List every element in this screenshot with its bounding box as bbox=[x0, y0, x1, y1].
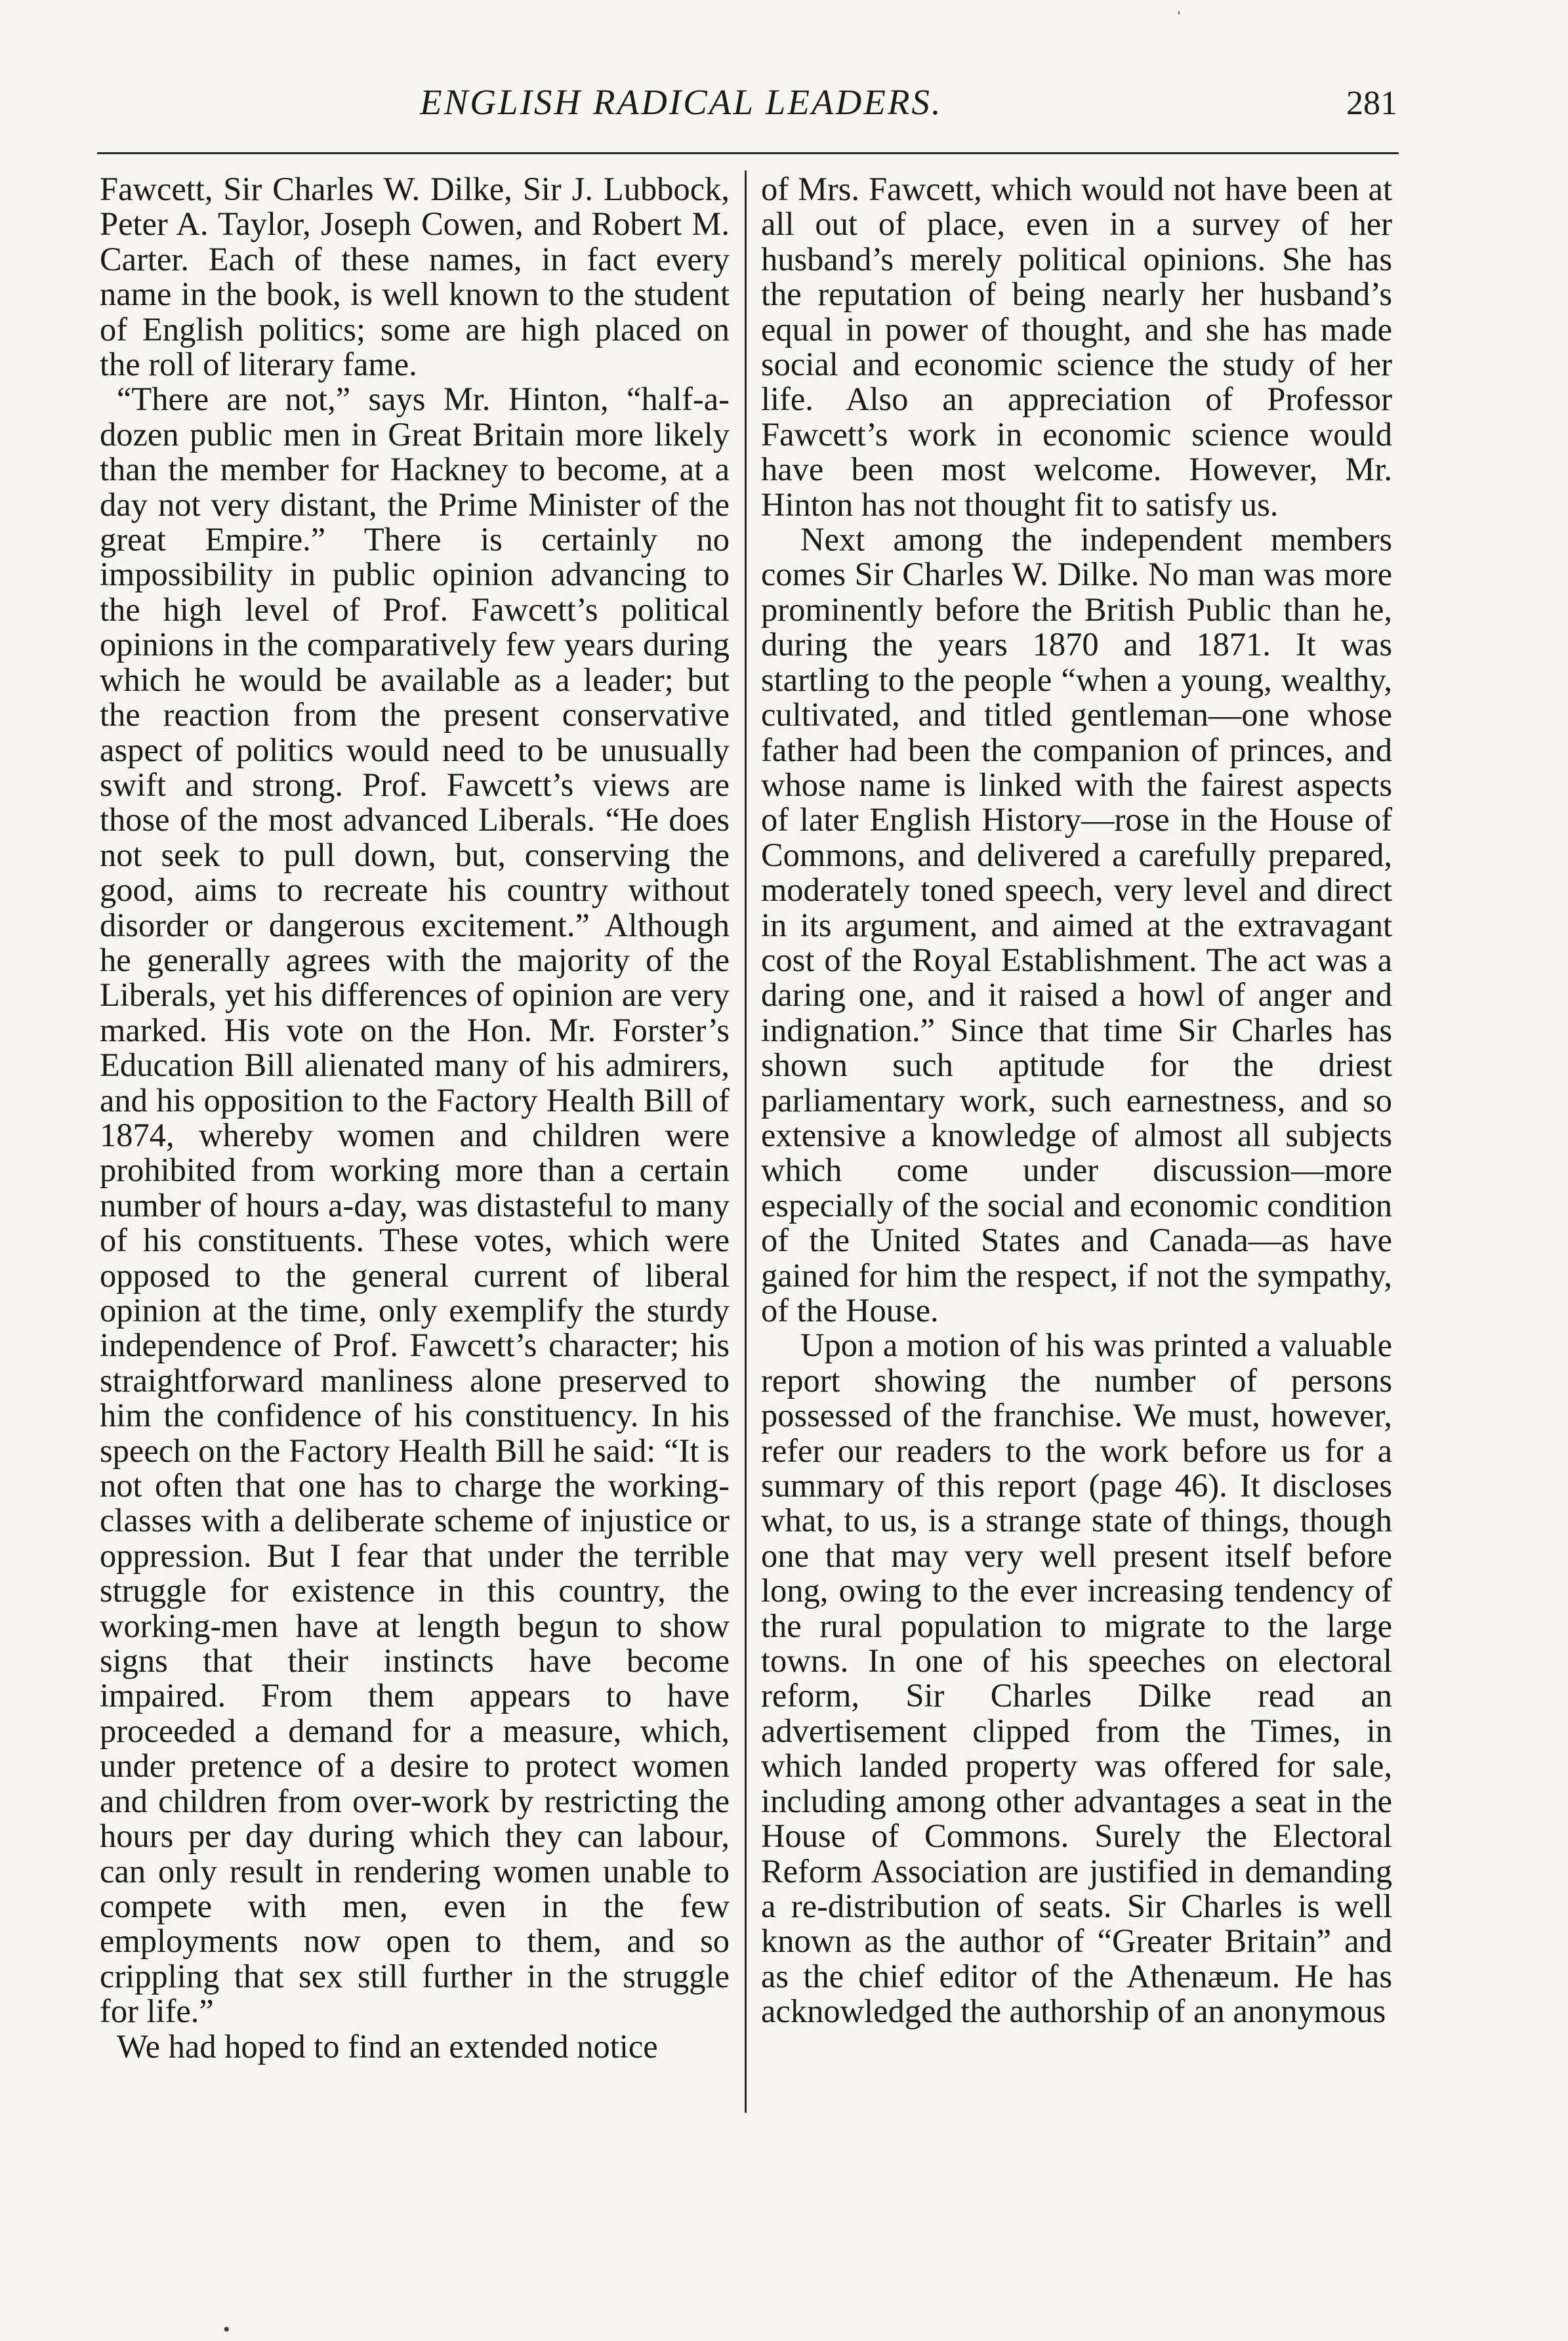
page-number: 281 bbox=[1346, 85, 1397, 122]
left-paragraph-2: “There are not,” says Mr. Hinton, “half-a-dozen public men in Great Britain more likely than the member for Hackney to become, at a day not very distant, the Prime Minister of the great Empire.” There is certainly no impossibility in public opinion advancing to the high level of Prof. Fawcett’s political opinions in the comparatively few years during which he would be available as a leader; but the reaction from the present conservative aspect of politics would need to be unusually swift and strong. Prof. Fawcett’s views are those of the most advanced Liberals. “He does not seek to pull down, but, conserving the good, aims to recreate his country without disorder or dangerous excitement.” Although he generally agrees with the majority of the Liberals, yet his differences of opinion are very marked. His vote on the Hon. Mr. Forster’s Education Bill alienated many of his admirers, and his opposition to the Factory Health Bill of 1874, whereby women and children were prohibited from working more than a certain number of hours a-day, was distasteful to many of his constituents. These votes, which were opposed to the general current of liberal opinion at the time, only exemplify the sturdy independence of Prof. Fawcett’s character; his straightforward manliness alone preserved to him the confidence of his constituency. In his speech on the Factory Health Bill he said: “It is not often that one has to charge the working-classes with a deliberate scheme of injustice or oppression. But I fear that under the terrible struggle for existence in this country, the working-men have at length begun to show signs that their instincts have become impaired. From them appears to have proceeded a demand for a measure, which, under pretence of a desire to protect women and children from over-work by restricting the hours per day during which they can labour, can only result in rendering women unable to compete with men, even in the few employments now open to them, and so crippling that sex still further in the struggle for life.” bbox=[100, 381, 730, 2030]
stray-print-dot: • bbox=[223, 2319, 230, 2340]
column-divider bbox=[745, 171, 747, 2113]
header-rule bbox=[97, 152, 1399, 154]
right-paragraph-3: Upon a motion of his was printed a valuable report showing the number of persons possessed of the franchise. We must, however, refer our readers to the work before us for a summary of this report (page 46). It discloses what, to us, is a strange state of things, though one that may very well present itself before long, owing to the ever increasing tendency of the rural population to migrate to the large towns. In one of his speeches on electoral reform, Sir Charles Dilke read an advertisement clipped from the Times, in which landed property was offered for sale, including among other advantages a seat in the House of Commons. Surely the Electoral Reform Association are justified in demanding a re-distribution of seats. Sir Charles is well known as the author of “Greater Britain” and as the chief editor of the Athenæum. He has acknowledged the authorship of an anonymous bbox=[761, 1327, 1392, 2030]
stray-print-mark: ˈ bbox=[1176, 8, 1182, 30]
right-paragraph-1: of Mrs. Fawcett, which would not have been at all out of place, even in a survey of her husband’s merely political opinions. She has the reputation of being nearly her husband’s equal in power of thought, and she has made social and economic science the study of her life. Also an appreciation of Professor Fawcett’s work in economic science would have been most welcome. However, Mr. Hinton has not thought fit to satisfy us. bbox=[761, 171, 1392, 523]
right-column bbox=[761, 172, 1392, 2029]
left-paragraph-3: We had hoped to find an extended notice bbox=[117, 2027, 658, 2065]
right-paragraph-2: Next among the independent members comes Sir Charles W. Dilke. No man was more prominently before the British Public than he, during the years 1870 and 1871. It was startling to the people “when a young, wealthy, cultivated, and titled gentleman—one whose father had been the companion of princes, and whose name is linked with the fairest aspects of later English History—rose in the House of Commons, and delivered a carefully prepared, moderately toned speech, very level and direct in its argument, and aimed at the extravagant cost of the Royal Establishment. The act was a daring one, and it raised a howl of anger and indignation.” Since that time Sir Charles has shown such aptitude for the driest parliamentary work, such earnestness, and so extensive a knowledge of almost all subjects which come under discussion—more especially of the social and economic condition of the United States and Canada—as have gained for him the respect, if not the sympathy, of the House. bbox=[761, 521, 1392, 1329]
left-column bbox=[100, 172, 730, 2064]
running-title: ENGLISH RADICAL LEADERS. bbox=[420, 82, 943, 122]
left-paragraph-1: Fawcett, Sir Charles W. Dilke, Sir J. Lubbock, Peter A. Taylor, Joseph Cowen, and Robert M. Carter. Each of these names, in fact every name in the book, is well known to the student of English politics; some are high placed on the roll of literary fame. bbox=[100, 171, 730, 383]
